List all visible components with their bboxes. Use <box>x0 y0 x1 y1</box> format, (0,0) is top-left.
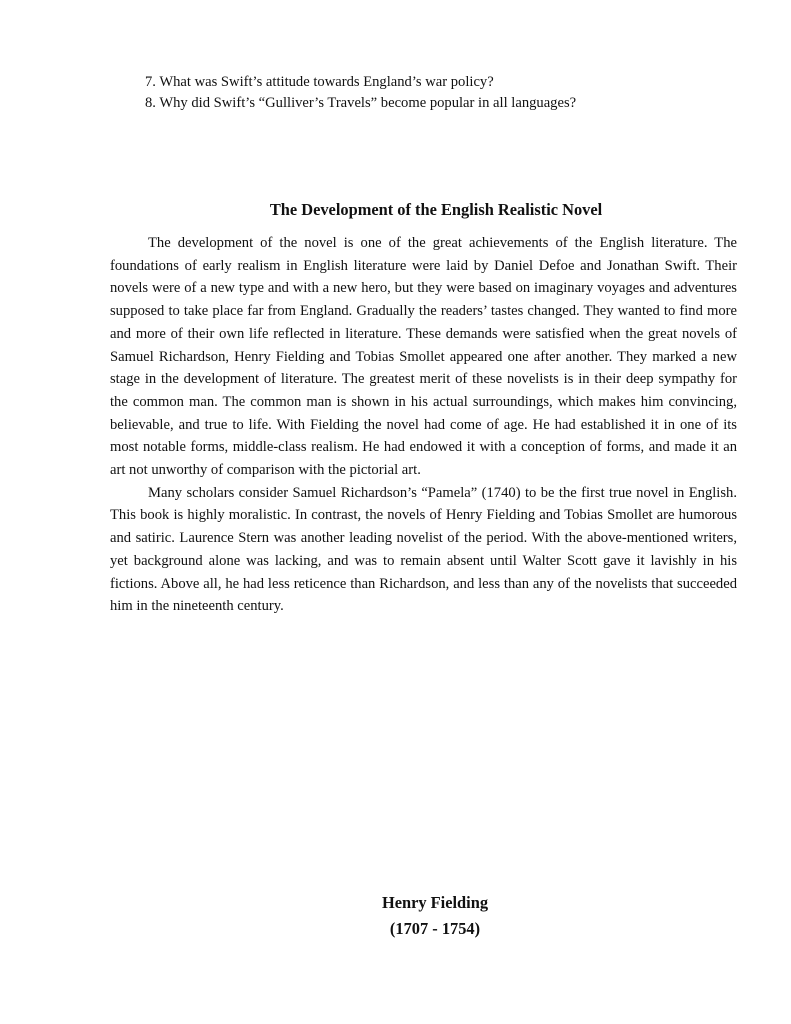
question-item-7: 7. What was Swift’s attitude towards England’s war policy? <box>145 74 494 90</box>
section-title: The Development of the English Realistic Novel <box>269 200 603 219</box>
author-heading <box>310 890 560 942</box>
question-item-8: 8. Why did Swift’s “Gulliver’s Travels” become popular in all languages? <box>145 95 577 111</box>
paragraph-2: Many scholars consider Samuel Richardson’s “Pamela” (1740) to be the first true novel in English. This book is highly moralistic. In contrast, the novels of Henry Fielding and Tobias Smollet are humorous and satiric. Laurence Stern was another leading novelist of the period. With the above-mentioned writers, yet background alone was lacking, and was to remain absent until Walter Scott gave it lavishly in his fictions. Above all, he had less reticence than Richardson, and less than any of the novelists that succeeded him in the nineteenth century. <box>110 484 737 615</box>
author-dates: (1707 - 1754) <box>389 919 481 938</box>
paragraph-1: The development of the novel is one of the great achievements of the English literature. The foundations of early realism in English literature were laid by Daniel Defoe and Jonathan Swift. Their novels were of a new type and with a new hero, but they were based on imaginary voyages and adventures supposed to take place far from England. Gradually the readers’ tastes changed. They wanted to find more and more of their own life reflected in literature. These demands were satisfied when the great novels of Samuel Richardson, Henry Fielding and Tobias Smollet appeared one after another. They marked a new stage in the development of literature. The greatest merit of these novelists is in their deep sympathy for the common man. The common man is shown in his actual surroundings, which makes him convincing, believable, and true to life. With Fielding the novel had come of age. He had established it in one of its most notable forms, middle-class realism. He had endowed it with a conception of forms, and made it an art not unworthy of comparison with the pictorial art. <box>110 235 737 479</box>
question-list <box>145 72 585 114</box>
body-text <box>110 232 737 618</box>
author-name: Henry Fielding <box>381 893 489 912</box>
